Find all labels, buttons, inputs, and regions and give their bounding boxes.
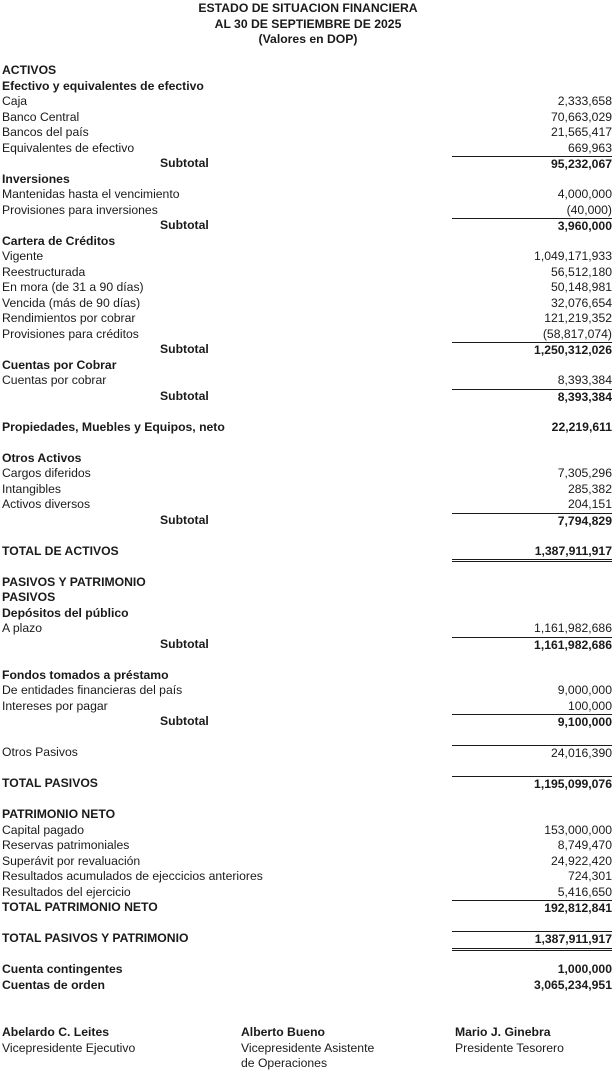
spacer — [0, 404, 614, 420]
subtotal-row: Subtotal 1,250,312,026 — [160, 342, 612, 357]
line-item: Vencida (más de 90 días) 32,076,654 — [2, 295, 612, 310]
spacer — [0, 652, 614, 668]
section-heading-patrimonio: PATRIMONIO NETO — [2, 807, 116, 821]
section-heading-pasivos: PASIVOS — [2, 590, 56, 604]
line-item: Otros Pasivos 24,016,390 — [2, 745, 612, 760]
line-item: Provisiones para inversiones (40,000) — [2, 202, 612, 217]
line-item: Caja 2,333,658 — [2, 94, 612, 108]
subtotal-row: Subtotal 8,393,384 — [160, 388, 612, 404]
subtotal-row: Subtotal 3,960,000 — [160, 218, 612, 233]
line-item: Superávit por revaluación 24,922,420 — [2, 853, 612, 868]
group-heading: Inversiones — [2, 171, 70, 186]
contingent-row: Cuenta contingentes 1,000,000 — [2, 962, 612, 976]
subtotal-row: Subtotal 95,232,067 — [160, 156, 612, 171]
total-row: TOTAL PASIVOS 1,195,099,076 — [2, 776, 612, 791]
signatory-executive-vp: Abelardo C. Leites Vicepresidente Ejecutivo — [2, 1025, 136, 1055]
line-item: Equivalentes de efectivo 669,963 — [2, 140, 612, 155]
line-item: Reservas patrimoniales 8,749,470 — [2, 838, 612, 852]
line-item: Rendimientos por cobrar 121,219,352 — [2, 311, 612, 325]
subtotal-row: Subtotal 7,794,829 — [160, 512, 612, 528]
spacer — [0, 528, 614, 544]
line-item: Reestructurada 56,512,180 — [2, 264, 612, 279]
statement-body — [0, 63, 614, 993]
line-item-bold: Propiedades, Muebles y Equipos, neto 22,219,611 — [2, 419, 612, 434]
section-heading-pasivos-patrimonio: PASIVOS Y PATRIMONIO — [2, 574, 146, 589]
line-item: Activos diversos 204,151 — [2, 497, 612, 511]
signatory-treasurer: Mario J. Ginebra Presidente Tesorero — [455, 1025, 564, 1055]
line-item: Mantenidas hasta el vencimiento 4,000,000 — [2, 187, 612, 201]
order-accounts-row: Cuentas de orden 3,065,234,951 — [2, 977, 612, 992]
line-item: Banco Central 70,663,029 — [2, 109, 612, 124]
line-item: Vigente 1,049,171,933 — [2, 249, 612, 263]
grand-total-row: TOTAL PASIVOS Y PATRIMONIO 1,387,911,917 — [0, 931, 614, 947]
group-heading: Efectivo y equivalentes de efectivo — [2, 78, 204, 93]
group-heading: Depósitos del público — [2, 605, 129, 620]
group-heading: Cartera de Créditos — [2, 233, 116, 248]
line-item: Resultados acumulados de ejeccicios anteriores 724,301 — [2, 869, 612, 883]
spacer — [0, 730, 614, 746]
line-item: Bancos del país 21,565,417 — [2, 125, 612, 139]
line-item: De entidades financieras del país 9,000,000 — [2, 683, 612, 697]
spacer — [0, 792, 614, 808]
line-item: En mora (de 31 a 90 días) 50,148,981 — [2, 280, 612, 294]
statement-currency: (Valores en DOP) — [258, 32, 358, 46]
group-heading: Otros Activos — [2, 450, 82, 465]
line-item: Intangibles 285,382 — [2, 481, 612, 496]
section-heading-activos: ACTIVOS — [2, 63, 57, 77]
group-heading: Fondos tomados a préstamo — [2, 667, 169, 682]
subtotal-row: Subtotal 9,100,000 — [160, 714, 612, 729]
line-item: Resultados del ejercicio 5,416,650 — [2, 884, 612, 899]
total-row: TOTAL PATRIMONIO NETO 192,812,841 — [2, 900, 612, 915]
line-item: Provisiones para créditos (58,817,074) — [2, 326, 612, 341]
signatory-operations-vp: Alberto Bueno Vicepresidente Asistente de Operaciones — [241, 1025, 375, 1070]
spacer — [0, 761, 614, 777]
subtotal-row: Subtotal 1,161,982,686 — [160, 636, 612, 652]
statement-date: AL 30 DE SEPTIEMBRE DE 2025 — [214, 16, 402, 31]
statement-title: ESTADO DE SITUACION FINANCIERA — [198, 1, 418, 15]
line-item: Cuentas por cobrar 8,393,384 — [2, 373, 612, 387]
line-item: A plazo 1,161,982,686 — [2, 621, 612, 635]
spacer — [0, 435, 614, 451]
total-row: TOTAL DE ACTIVOS 1,387,911,917 — [0, 544, 614, 560]
line-item: Cargos diferidos 7,305,296 — [2, 466, 612, 480]
line-item: Capital pagado 153,000,000 — [2, 822, 612, 837]
group-heading: Cuentas por Cobrar — [2, 357, 117, 372]
spacer — [0, 916, 614, 932]
line-item: Intereses por pagar 100,000 — [2, 698, 612, 713]
statement-header — [0, 0, 616, 48]
